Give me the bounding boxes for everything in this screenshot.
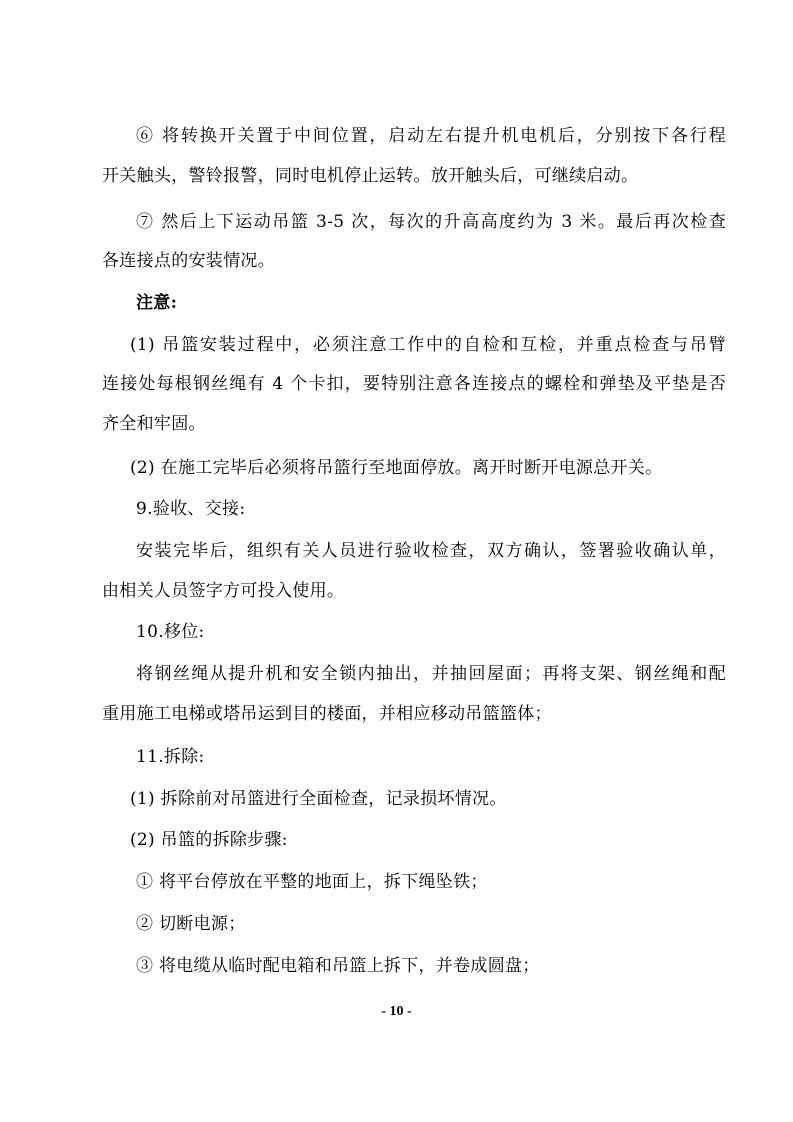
section-9-line-2: 由相关人员签字方可投入使用。 [102,581,345,601]
sub-step-1: ① 将平台停放在平整的地面上，拆下绳坠铁； [136,872,488,892]
note1-line-2: 连接处每根钢丝绳有 4 个卡扣，要特别注意各连接点的螺栓和弹垫及平垫是否 [102,374,726,394]
section-10-heading: 10.移位: [136,622,205,642]
sub-step-2: ② 切断电源； [136,914,246,934]
section-9-line-1: 安装完毕后，组织有关人员进行验收检查，双方确认，签署验收确认单， [136,541,726,561]
note2-line-1: (2) 在施工完毕后必须将吊篮行至地面停放。离开时断开电源总开关。 [130,458,663,478]
section-10-line-2: 重用施工电梯或塔吊运到目的楼面，并相应移动吊篮篮体； [102,704,552,724]
section-11-item-2: (2) 吊篮的拆除步骤: [130,830,288,850]
section-11-heading: 11.拆除: [136,747,205,767]
step7-line-1: ⑦ 然后上下运动吊篮 3-5 次，每次的升高高度约为 3 米。最后再次检查 [136,212,726,232]
sub-step-3: ③ 将电缆从临时配电箱和吊篮上拆下，并卷成圆盘； [136,956,540,976]
section-10-line-1: 将钢丝绳从提升机和安全锁内抽出，并抽回屋面；再将支架、钢丝绳和配 [136,664,726,684]
note1-line-1: (1) 吊篮安装过程中，必须注意工作中的自检和互检，并重点检查与吊臂 [130,335,726,355]
step7-line-2: 各连接点的安装情况。 [102,251,275,271]
page-number: - 10 - [381,1004,412,1019]
note-heading: 注意: [136,293,178,313]
section-11-item-1: (1) 拆除前对吊篮进行全面检查，记录损坏情况。 [130,789,507,809]
step6-line-1: ⑥ 将转换开关置于中间位置，启动左右提升机电机后，分别按下各行程 [136,126,726,146]
note1-line-3: 齐全和牢固。 [102,414,206,434]
step6-line-2: 开关触头，警铃报警，同时电机停止运转。放开触头后，可继续启动。 [102,166,639,186]
section-9-heading: 9.验收、交接: [136,499,246,519]
